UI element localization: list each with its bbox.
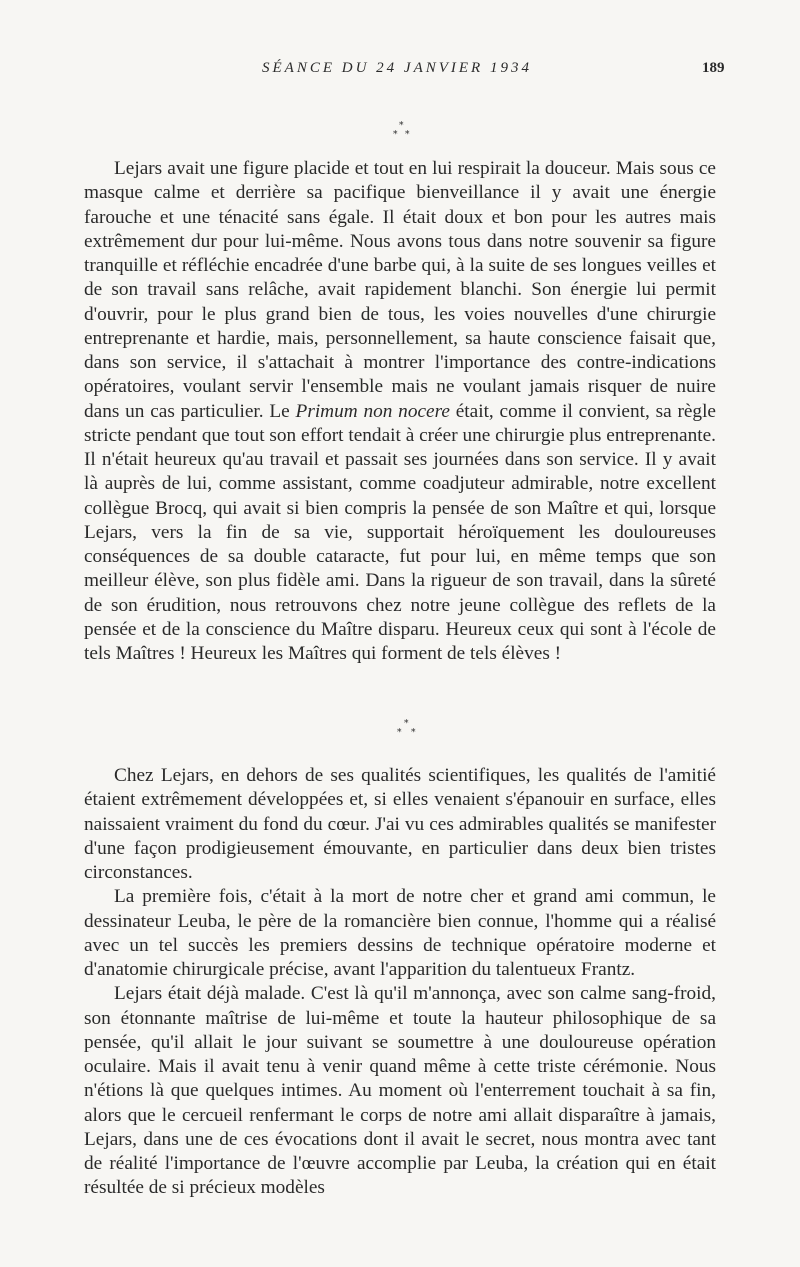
paragraph [84, 157, 716, 666]
paragraph: La première fois, c'était à la mort de notre cher et grand ami commun, le dessinateur Leuba, le père de la romancière bien connue, l'homme qui a réalisé avec un tel succès les premiers dessins de technique opératoire moderne et d'anatomie chirurgicale précise, avant l'apparition du talentueux Frantz. [84, 886, 716, 980]
paragraph: Chez Lejars, en dehors de ses qualités scientifiques, les qualités de l'amitié étaient extrêmement développées et, si elles venaient s'épanouir en surface, elles naissaient vraiment du fond du cœur. J'ai vu ces admirables qualités se manifester d'une façon prodigieusement émouvante, en particulier dans deux bien tristes circonstances. [84, 765, 716, 883]
section-ornament-top [0, 122, 800, 146]
ornament-star: * [411, 728, 416, 738]
ornament-star: * [405, 130, 410, 140]
ornament-star: * [397, 728, 402, 738]
section-ornament-middle [0, 720, 800, 744]
ornament-star: * [399, 121, 404, 131]
ornament-star: * [404, 719, 409, 729]
paragraph-text: Lejars avait une figure placide et tout en lui respirait la douceur. Mais sous ce masque calme et derrière sa pacifique bienveillance il y avait une énergie farouche et une ténacité sans égale. Il était doux et bon pour les autres mais extrêmement dur pour lui-même. Nous avons tous dans notre souvenir sa figure tranquille et réfléchie encadrée d'une barbe qui, à la suite de ses longues veilles et de son travail sans relâche, avait rapidement blanchi. Son énergie lui permit d'ouvrir, pour le plus grand bien de tous, les voies nouvelles d'une chirurgie entreprenante et hardie, mais, personnellement, sa haute conscience faisait que, dans son service, il s'attachait à montrer l'importance des contre-indications opératoires, voulant servir l'ensemble mais ne voulant jamais risquer de nuire dans un cas particulier. Le [84, 158, 716, 422]
page-number: 189 [702, 60, 725, 76]
paragraph: Lejars était déjà malade. C'est là qu'il m'annonça, avec son calme sang-froid, son étonnante maîtrise de lui-même et toute la hauteur philosophique de sa pensée, qu'il allait le jour suivant se soumettre à une douloureuse opération oculaire. Mais il avait tenu à venir quand même à cette triste cérémonie. Nous n'étions là que quelques intimes. Au moment où l'enterrement touchait à sa fin, alors que le cercueil renfermant le corps de notre ami allait disparaître à jamais, Lejars, dans une de ces évocations dont il avait le secret, nous montra avec tant de réalité l'importance de l'œuvre accomplie par Leuba, la création qui en était résultée de si précieux modèles [84, 983, 716, 1199]
running-head: SÉANCE DU 24 JANVIER 1934 [262, 60, 532, 76]
latin-phrase: Primum non nocere [295, 400, 450, 422]
text-block-2 [84, 764, 716, 1201]
page-header [0, 60, 800, 82]
ornament-star: * [393, 130, 398, 140]
paragraph-text: était, comme il convient, sa règle stricte pendant que tout son effort tendait à créer une chirurgie plus entreprenante. Il n'était heureux qu'au travail et passait ses journées dans son service. Il y avait là auprès de lui, comme assistant, comme coadjuteur admirable, notre excellent collègue Brocq, qui avait si bien compris la pensée de son Maître et qui, lorsque Lejars, vers la fin de sa vie, supportait héroïquement les douloureuses conséquences de sa double cataracte, fut pour lui, en même temps que son meilleur élève, son plus fidèle ami. Dans la rigueur de son travail, dans la sûreté de son érudition, nous retrouvons chez notre jeune collègue des reflets de la pensée et de la conscience du Maître disparu. Heureux ceux qui sont à l'école de tels Maîtres ! Heureux les Maîtres qui forment de tels élèves ! [84, 400, 716, 664]
text-block-1 [84, 157, 716, 666]
